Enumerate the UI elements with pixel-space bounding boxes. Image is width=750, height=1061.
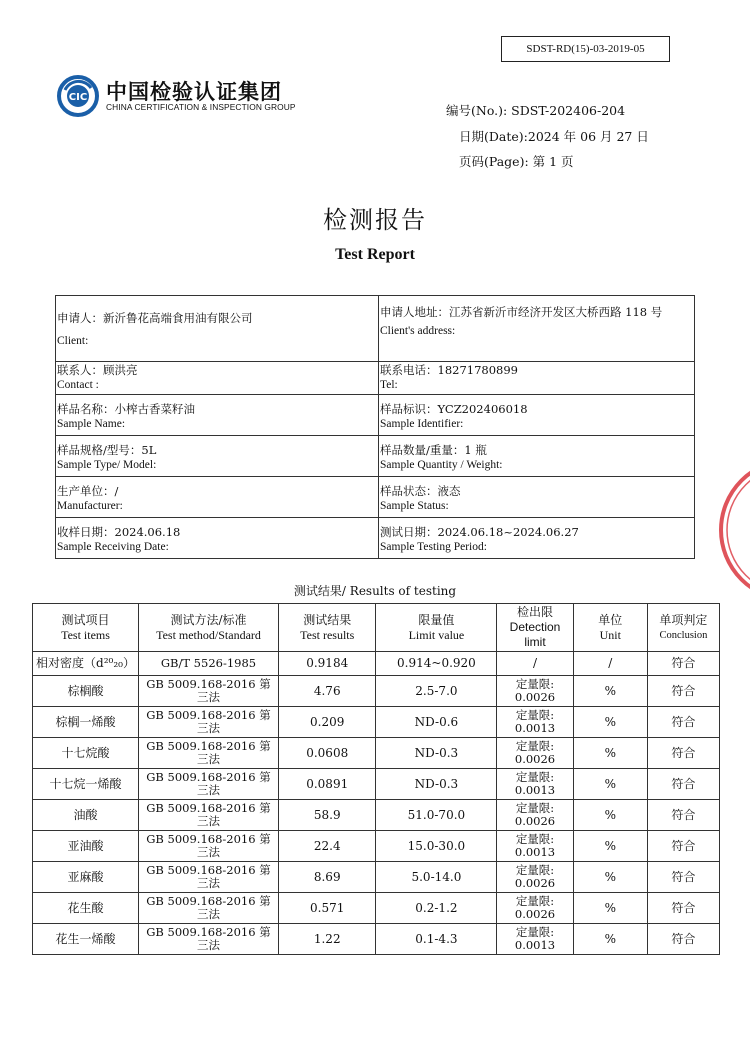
cell-limit: 51.0-70.0 xyxy=(376,800,497,831)
cell-detection: 定量限: 0.0026 xyxy=(497,676,573,707)
table-row xyxy=(33,652,720,676)
cell-conclusion: 符合 xyxy=(647,676,719,707)
results-table xyxy=(32,603,720,955)
cell-unit: / xyxy=(573,652,647,676)
table-row xyxy=(33,738,720,769)
sample-qty-cn: 样品数量/重量：1 瓶 xyxy=(380,443,487,457)
sample-qty-cell xyxy=(379,436,695,477)
cell-detection: 定量限: 0.0013 xyxy=(497,769,573,800)
sample-status-en: Sample Status: xyxy=(380,500,449,512)
cell-limit: 0.914~0.920 xyxy=(376,652,497,676)
report-title-en: Test Report xyxy=(335,246,415,263)
table-row xyxy=(33,769,720,800)
header-detection-limit: 检出限 Detection limit xyxy=(497,604,573,652)
receiving-date-cell xyxy=(56,518,379,559)
cell-result: 4.76 xyxy=(278,676,376,707)
svg-text:CIC: CIC xyxy=(68,92,88,103)
official-stamp-icon xyxy=(716,455,750,605)
contact-en: Contact : xyxy=(57,379,99,391)
cell-method: GB 5009.168-2016 第 三法 xyxy=(139,800,279,831)
cell-conclusion: 符合 xyxy=(647,862,719,893)
cell-item: 油酸 xyxy=(33,800,139,831)
results-header-row xyxy=(33,604,720,652)
contact-cell xyxy=(56,362,379,395)
tel-en: Tel: xyxy=(380,379,398,391)
cell-method: GB 5009.168-2016 第 三法 xyxy=(139,738,279,769)
header-unit: 单位 Unit xyxy=(573,604,647,652)
cell-conclusion: 符合 xyxy=(647,831,719,862)
tel-cn: 联系电话：18271780899 xyxy=(380,363,518,377)
client-cell xyxy=(56,296,379,362)
sample-type-en: Sample Type/ Model: xyxy=(57,459,157,471)
client-info-table xyxy=(55,295,695,559)
table-row xyxy=(33,800,720,831)
cell-detection: 定量限: 0.0026 xyxy=(497,862,573,893)
cell-item: 花生酸 xyxy=(33,893,139,924)
table-row xyxy=(33,862,720,893)
sample-type-cell xyxy=(56,436,379,477)
logo-name-en: CHINA CERTIFICATION & INSPECTION GROUP xyxy=(106,102,296,112)
cell-limit: ND-0.3 xyxy=(376,769,497,800)
cell-unit: % xyxy=(573,769,647,800)
cell-method: GB 5009.168-2016 第 三法 xyxy=(139,676,279,707)
cell-item: 亚麻酸 xyxy=(33,862,139,893)
cell-conclusion: 符合 xyxy=(647,707,719,738)
sample-type-cn: 样品规格/型号：5L xyxy=(57,443,157,457)
sample-status-cell xyxy=(379,477,695,518)
cell-item: 十七烷一烯酸 xyxy=(33,769,139,800)
sample-name-cell xyxy=(56,395,379,436)
cell-result: 0.571 xyxy=(278,893,376,924)
cell-result: 22.4 xyxy=(278,831,376,862)
cic-logo xyxy=(56,72,296,132)
cell-detection: 定量限: 0.0026 xyxy=(497,738,573,769)
address-cn: 申请人地址：江苏省新沂市经济开发区大桥西路 118 号 xyxy=(380,305,663,319)
cell-limit: 5.0-14.0 xyxy=(376,862,497,893)
cell-unit: % xyxy=(573,893,647,924)
table-row xyxy=(33,707,720,738)
document-code: SDST-RD(15)-03-2019-05 xyxy=(501,36,670,62)
cell-unit: % xyxy=(573,800,647,831)
cell-detection: 定量限: 0.0013 xyxy=(497,707,573,738)
cell-result: 58.9 xyxy=(278,800,376,831)
cell-detection: 定量限: 0.0026 xyxy=(497,800,573,831)
table-row xyxy=(33,924,720,955)
table-row xyxy=(33,893,720,924)
header-test-results: 测试结果 Test results xyxy=(278,604,376,652)
cell-detection: 定量限: 0.0013 xyxy=(497,831,573,862)
header-limit-value: 限量值 Limit value xyxy=(376,604,497,652)
sample-id-en: Sample Identifier: xyxy=(380,418,464,430)
cell-conclusion: 符合 xyxy=(647,652,719,676)
client-cn: 申请人：新沂鲁花高端食用油有限公司 xyxy=(57,311,253,325)
table-row xyxy=(33,831,720,862)
sample-status-cn: 样品状态：液态 xyxy=(380,484,461,498)
cell-detection: 定量限: 0.0026 xyxy=(497,893,573,924)
receiving-date-cn: 收样日期：2024.06.18 xyxy=(57,525,181,539)
sample-qty-en: Sample Quantity / Weight: xyxy=(380,459,503,471)
table-row xyxy=(33,676,720,707)
sample-id-cell xyxy=(379,395,695,436)
testing-period-cell xyxy=(379,518,695,559)
cell-item: 相对密度（d²⁰₂₀） xyxy=(33,652,139,676)
header-conclusion: 单项判定 Conclusion xyxy=(647,604,719,652)
tel-cell xyxy=(379,362,695,395)
cell-result: 8.69 xyxy=(278,862,376,893)
logo-name-cn: 中国检验认证集团 xyxy=(106,80,282,104)
manufacturer-cell xyxy=(56,477,379,518)
header-test-items: 测试项目 Test items xyxy=(33,604,139,652)
cell-result: 0.9184 xyxy=(278,652,376,676)
cell-detection: / xyxy=(497,652,573,676)
report-number: 编号(No.): SDST-202406-204 xyxy=(446,103,626,118)
address-cell xyxy=(379,296,695,362)
cell-method: GB 5009.168-2016 第 三法 xyxy=(139,831,279,862)
sample-id-cn: 样品标识：YCZ202406018 xyxy=(380,402,528,416)
cell-limit: ND-0.3 xyxy=(376,738,497,769)
cell-unit: % xyxy=(573,924,647,955)
cell-conclusion: 符合 xyxy=(647,769,719,800)
cell-item: 棕榈酸 xyxy=(33,676,139,707)
cell-unit: % xyxy=(573,707,647,738)
contact-cn: 联系人：顾洪亮 xyxy=(57,363,138,377)
cell-limit: 0.1-4.3 xyxy=(376,924,497,955)
sample-name-cn: 样品名称：小榨古香菜籽油 xyxy=(57,402,195,416)
sample-name-en: Sample Name: xyxy=(57,418,126,430)
cell-conclusion: 符合 xyxy=(647,800,719,831)
manufacturer-cn: 生产单位：/ xyxy=(57,484,119,498)
cell-conclusion: 符合 xyxy=(647,893,719,924)
cic-logo-icon xyxy=(56,74,100,118)
cell-conclusion: 符合 xyxy=(647,924,719,955)
cell-limit: 15.0-30.0 xyxy=(376,831,497,862)
cell-method: GB 5009.168-2016 第 三法 xyxy=(139,769,279,800)
report-date: 日期(Date):2024 年 06 月 27 日 xyxy=(459,129,649,144)
cell-conclusion: 符合 xyxy=(647,738,719,769)
cell-item: 十七烷酸 xyxy=(33,738,139,769)
cell-method: GB 5009.168-2016 第 三法 xyxy=(139,893,279,924)
cell-result: 1.22 xyxy=(278,924,376,955)
cell-unit: % xyxy=(573,862,647,893)
cell-limit: 0.2-1.2 xyxy=(376,893,497,924)
address-en: Client's address: xyxy=(380,325,456,337)
cell-unit: % xyxy=(573,676,647,707)
cell-method: GB 5009.168-2016 第 三法 xyxy=(139,924,279,955)
cell-unit: % xyxy=(573,738,647,769)
cell-result: 0.209 xyxy=(278,707,376,738)
report-page: 页码(Page): 第 1 页 xyxy=(459,154,574,169)
cell-method: GB 5009.168-2016 第 三法 xyxy=(139,862,279,893)
cell-method: GB 5009.168-2016 第 三法 xyxy=(139,707,279,738)
testing-period-cn: 测试日期：2024.06.18~2024.06.27 xyxy=(380,525,579,539)
cell-result: 0.0891 xyxy=(278,769,376,800)
report-title-cn: 检测报告 xyxy=(323,206,427,234)
cell-method: GB/T 5526-1985 xyxy=(139,652,279,676)
cell-item: 棕榈一烯酸 xyxy=(33,707,139,738)
header-test-method: 测试方法/标准 Test method/Standard xyxy=(139,604,279,652)
cell-item: 花生一烯酸 xyxy=(33,924,139,955)
client-en: Client: xyxy=(57,335,89,347)
cell-result: 0.0608 xyxy=(278,738,376,769)
cell-limit: 2.5-7.0 xyxy=(376,676,497,707)
cell-detection: 定量限: 0.0013 xyxy=(497,924,573,955)
receiving-date-en: Sample Receiving Date: xyxy=(57,541,169,553)
cell-unit: % xyxy=(573,831,647,862)
cell-limit: ND-0.6 xyxy=(376,707,497,738)
cell-item: 亚油酸 xyxy=(33,831,139,862)
manufacturer-en: Manufacturer: xyxy=(57,500,123,512)
results-caption: 测试结果/ Results of testing xyxy=(293,584,457,598)
testing-period-en: Sample Testing Period: xyxy=(380,541,487,553)
